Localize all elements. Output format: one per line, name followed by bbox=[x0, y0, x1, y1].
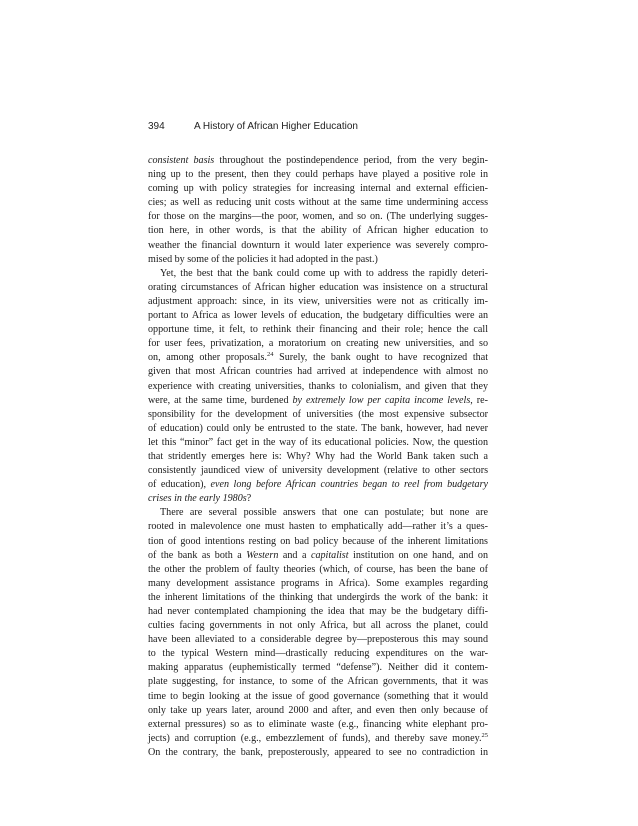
text-line: Yet, the best that the bank could come up with to address the rapidly deteri- bbox=[160, 267, 488, 279]
text-line: crises in the early 1980s? bbox=[148, 493, 252, 505]
text-line: the other the problem of faulty theories (which, of course, has been the bane of bbox=[148, 563, 488, 575]
text-line: tion of good intentions resting on bad policy because of the inherent limitations bbox=[148, 535, 488, 547]
text-line: consistently jaundiced view of university development (relative to other sectors bbox=[148, 465, 488, 477]
text-line: let this “minor” fact get in the way of its educational policies. Now, the question bbox=[148, 436, 488, 448]
text-line: opportune time, it felt, to rethink their financing and their role; hence the call bbox=[148, 324, 488, 336]
text-line: coming up with policy strategies for increasing internal and external efficien- bbox=[148, 183, 488, 195]
text-line: consistent basis throughout the postindependence period, from the very begin- bbox=[148, 155, 488, 166]
text-line: for user fees, privatization, a moratorium on creating new universities, and so bbox=[148, 338, 488, 350]
running-header bbox=[148, 121, 488, 132]
text-line: cies; as well as reducing unit costs without at the same time undermining access bbox=[148, 197, 488, 209]
text-line: adjustment approach: since, in its view, universities were not as critically im- bbox=[148, 295, 488, 307]
text-line: jects) and corruption (e.g., embezzlement of funds), and thereby save money.$^{25}$ bbox=[148, 731, 488, 744]
text-line: plate suggesting, for instance, to some of the African governments, that it was bbox=[148, 676, 488, 688]
text-line: that stridently emerges here is: Why? Why had the World Bank taken such a bbox=[148, 450, 488, 462]
text-line: to the typical Western mind—drastically reducing expenditures on the war- bbox=[148, 648, 488, 660]
text-line: making apparatus (euphemistically termed “defense”). Neither did it contem- bbox=[148, 662, 488, 674]
text-line: portant to Africa as lower levels of education, the budgetary difficulties were an bbox=[148, 310, 488, 322]
text-line: orating circumstances of African higher education was insistence on a structural bbox=[148, 281, 488, 293]
text-line: had never contemplated championing the idea that may be the budgetary diffi- bbox=[148, 606, 488, 617]
text-line: rooted in malevolence one must hasten to emphatically add—rather it’s a ques- bbox=[148, 521, 488, 533]
text-line: of education) could only be entrusted to the state. The bank, however, had never bbox=[148, 422, 488, 434]
text-line: ning up to the present, then they could perhaps have played a positive role in bbox=[148, 169, 488, 181]
text-line: weather the financial downturn it would later experience was severely compro- bbox=[148, 239, 488, 251]
text-line: only take up years later, around 2000 and after, and even then only because of bbox=[148, 704, 488, 716]
text-line: have been alleviated to a considerable degree by—preposterous this may sound bbox=[148, 634, 488, 646]
text-line: experience with creating universities, thanks to colonialism, and given that they bbox=[148, 380, 488, 392]
text-line: time to begin looking at the issue of good governance (something that it would bbox=[148, 690, 488, 702]
text-line: tion here, in other words, is that the ability of African higher education to bbox=[148, 225, 488, 237]
text-line: culties facing governments in not only Africa, but all across the planet, could bbox=[148, 620, 488, 632]
page-number: 394 bbox=[148, 121, 165, 132]
text-line: the inherent limitations of the thinking that undergirds the work of the bank: it bbox=[148, 591, 488, 603]
text-line: sponsibility for the development of universities (the most expensive subsector bbox=[148, 408, 488, 420]
text-line: were, at the same time, burdened by extremely low per capita income levels, re- bbox=[148, 394, 488, 406]
text-line: many development assistance programs in Africa). Some examples regarding bbox=[148, 577, 488, 589]
text-line: for those on the margins—the poor, women, and so on. (The underlying sugges- bbox=[148, 211, 488, 223]
body-text bbox=[148, 154, 488, 760]
text-line: on, among other proposals.$^{24}$ Surely, the bank ought to have recognized that bbox=[148, 351, 488, 364]
text-line: given that most African countries had arrived at independence with almost no bbox=[148, 366, 488, 378]
text-line: There are several possible answers that one can postulate; but none are bbox=[160, 507, 488, 519]
running-title: A History of African Higher Education bbox=[194, 121, 358, 132]
text-line: of education), even long before African countries began to reel from budgetary bbox=[148, 479, 488, 491]
text-line: mised by some of the policies it had adopted in the past.) bbox=[148, 253, 378, 265]
text-line: of the bank as both a Western and a capitalist institution on one hand, and on bbox=[148, 549, 489, 561]
text-line: On the contrary, the bank, preposterously, appeared to see no contradiction in bbox=[148, 746, 488, 758]
text-line: external pressures) so as to eliminate waste (e.g., financing white elephant pro- bbox=[148, 718, 488, 730]
